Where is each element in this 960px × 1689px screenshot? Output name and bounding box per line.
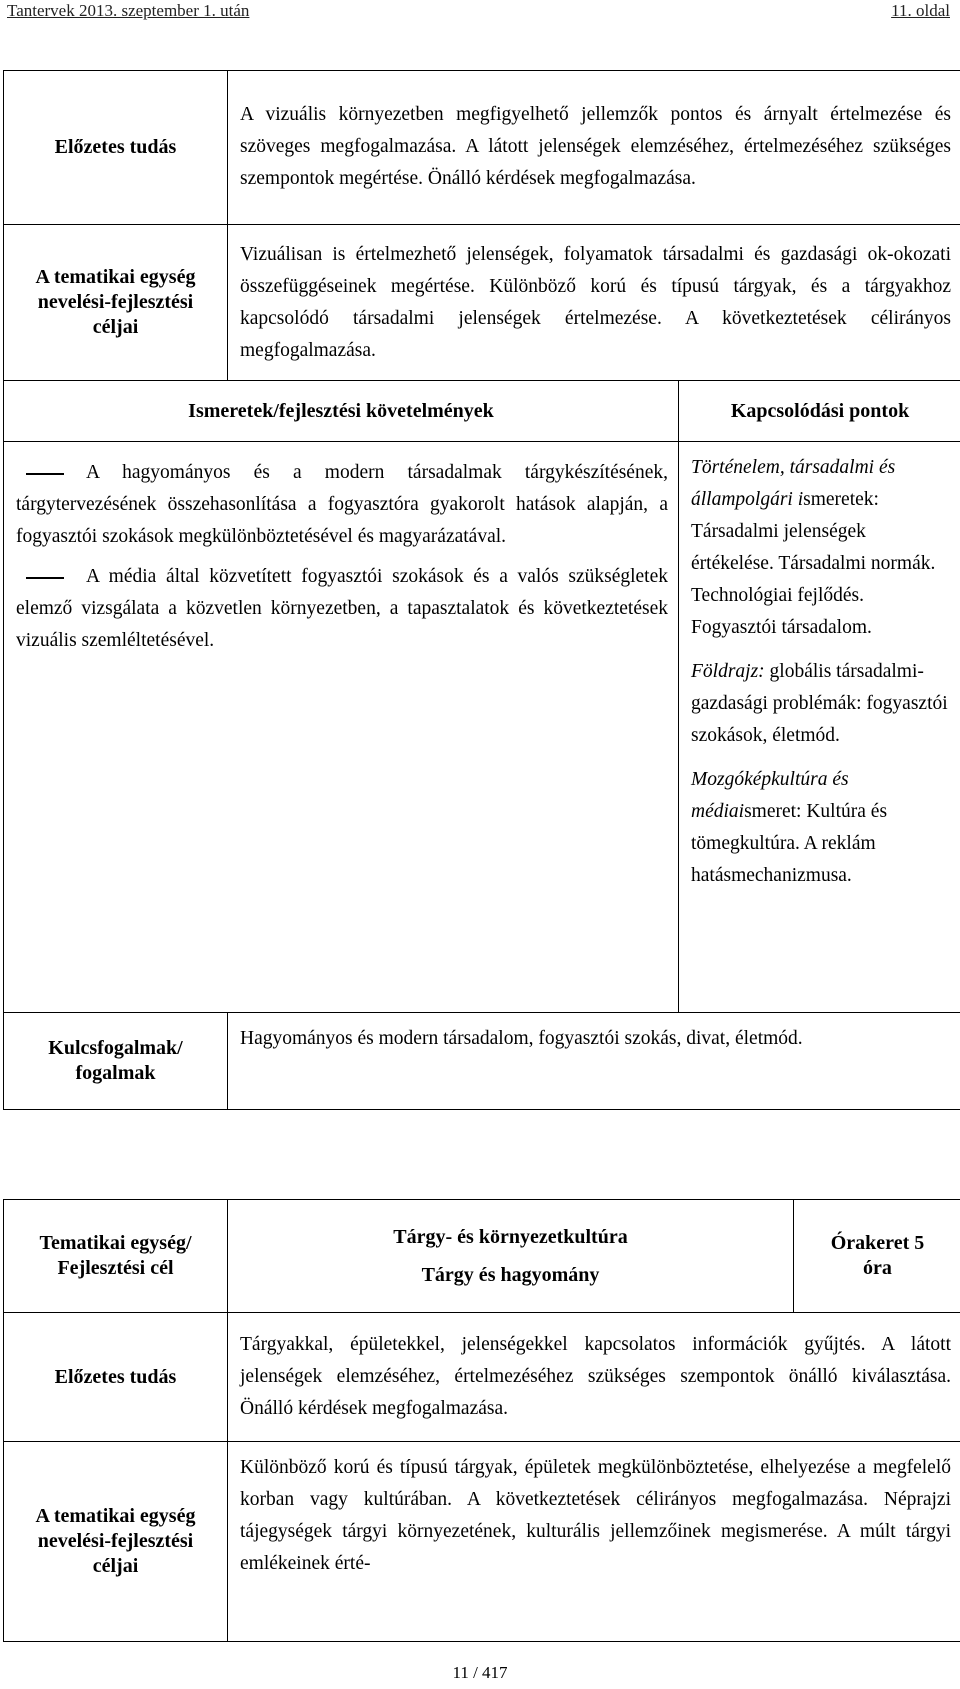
- row-label-goals: A tematikai egység nevelési-fejlesztési céljai: [4, 1442, 228, 1642]
- table-row: [4, 71, 960, 225]
- goals-text: Különböző korú és típusú tárgyak, épületek megkülönböztetése, elhelyezése a megfelelő korban vagy kultúrában. A következtetések célirányos megfogalmazása. Néprajzi tájegységek tárgyi környezetének, kulturális jellemzőinek megismerése. A múlt tárgyi emlékeinek érté-: [228, 1442, 960, 1642]
- link-history: Történelem, társadalmi és állampolgári ismeretek: Társadalmi jelenségek értékelése. Társadalmi normák. Technológiai fejlődés. Fogyasztói társadalom.: [691, 457, 936, 638]
- links-header: Kapcsolódási pontok: [679, 381, 960, 442]
- table-row: [4, 1442, 960, 1642]
- requirement-item: A média által közvetített fogyasztói szokások és a valós szükségletek elemző vizsgálata a közvetlen környezetben, a tapasztalatok és következtetések vizuális szemléltetésével.: [16, 566, 668, 651]
- page-header: [0, 0, 960, 24]
- prior-knowledge-text: A vizuális környezetben megfigyelhető jellemzők pontos és árnyalt értelmezése és szöveges megfogalmazása. A látott jelenségek elemzéséhez, értelmezéséhez szükséges szempontok megértése. Önálló kérdések megfogalmazása.: [228, 71, 960, 225]
- table-row: [4, 442, 960, 1013]
- unit-title: [228, 1200, 794, 1313]
- curriculum-table-1: [3, 70, 960, 1110]
- requirement-item: A hagyományos és a modern társadalmak tárgykészítésének, tárgytervezésének összehasonlítása a fogyasztóra gyakorolt hatások alapján, a fogyasztói szokások megkülönböztetésével és magyarázatával.: [16, 462, 668, 547]
- goals-label-line1: A tematikai egység: [35, 266, 196, 288]
- row-label-goals: [4, 225, 228, 381]
- unit-title-line2: Tárgy és hagyomány: [421, 1264, 600, 1286]
- requirements-cell: [4, 442, 679, 1013]
- table-row: [4, 1200, 960, 1313]
- table-row: [4, 225, 960, 381]
- page-footer: 11 / 417: [452, 1663, 508, 1682]
- goals-text: Vizuálisan is értelmezhető jelenségek, folyamatok társadalmi és gazdasági ok-okozati összefüggéseinek megértése. Különböző korú és típusú tárgyak, és a tárgyakhoz kapcsolódó társadalmi jelenségek értelmezése. A következtetések célirányos megfogalmazása.: [228, 225, 960, 381]
- row-label-key-concepts: Kulcsfogalmak/ fogalmak: [4, 1013, 228, 1110]
- row-label-prior-knowledge: Előzetes tudás: [4, 71, 228, 225]
- unit-title-line1: Tárgy- és környezetkultúra: [393, 1226, 628, 1248]
- table-row: [4, 381, 960, 442]
- table-row: [4, 1013, 960, 1110]
- dash-bullet-icon: [26, 577, 64, 579]
- header-page-number: 11. oldal: [891, 1, 950, 20]
- row-label-prior-knowledge: Előzetes tudás: [4, 1313, 228, 1442]
- prior-knowledge-text: Tárgyakkal, épületekkel, jelenségekkel kapcsolatos információk gyűjtés. A látott jelenségek elemzéséhez, értelmezéséhez szükséges szempontok önálló kiválasztása. Önálló kérdések megfogalmazása.: [228, 1313, 960, 1442]
- dash-bullet-icon: [26, 473, 64, 475]
- link-media: Mozgóképkultúra és médiaismeret: Kultúra és tömegkultúra. A reklám hatásmechanizmusa.: [691, 769, 888, 886]
- table-row: [4, 1313, 960, 1442]
- links-cell: [679, 442, 960, 1013]
- requirements-header: Ismeretek/fejlesztési követelmények: [4, 381, 679, 442]
- unit-label: Tematikai egység/ Fejlesztési cél: [4, 1200, 228, 1313]
- time-frame: Órakeret 5 óra: [794, 1200, 960, 1313]
- curriculum-table-2: [3, 1199, 960, 1642]
- key-concepts-text: Hagyományos és modern társadalom, fogyasztói szokás, divat, életmód.: [228, 1013, 960, 1110]
- link-geography: Földrajz: globális társadalmi-gazdasági problémák: fogyasztói szokások, életmód.: [691, 661, 948, 746]
- goals-label-line3: céljai: [92, 316, 139, 338]
- header-left: Tantervek 2013. szeptember 1. után: [7, 1, 250, 20]
- goals-label-line2: nevelési-fejlesztési: [37, 291, 194, 313]
